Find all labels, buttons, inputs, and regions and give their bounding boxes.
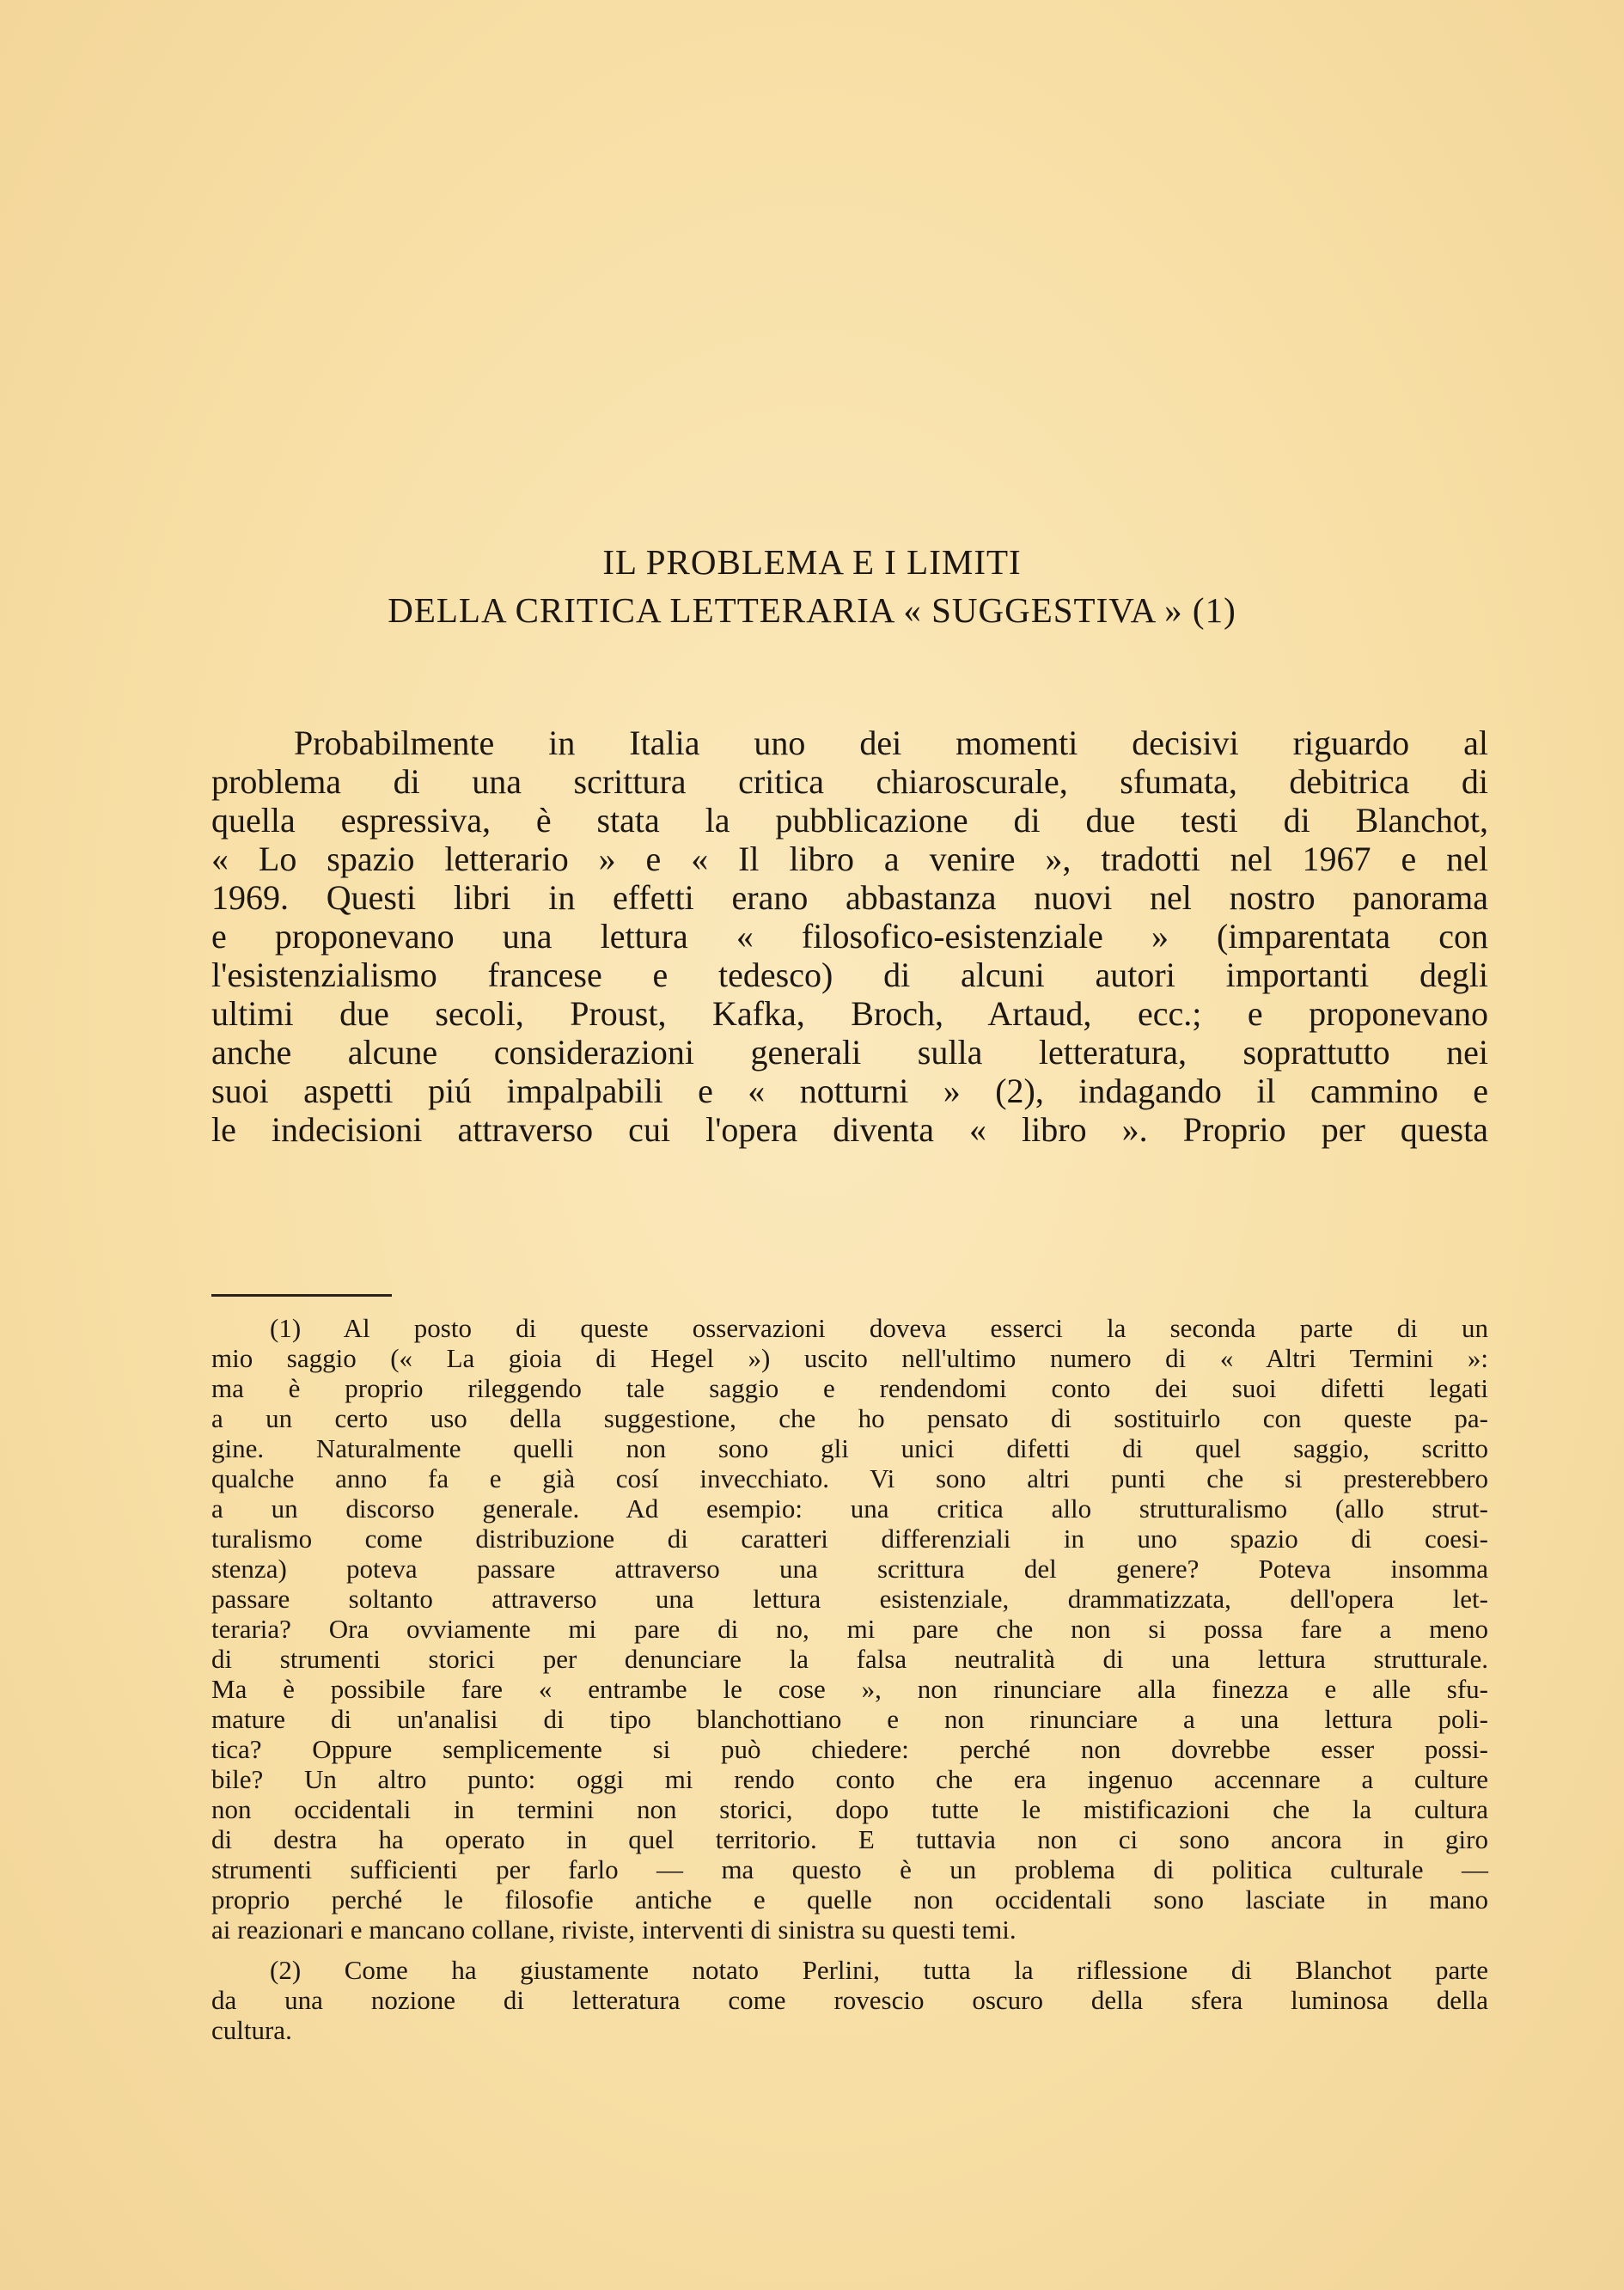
footnote-line: mature di un'analisi di tipo blanchottiano e non rinunciare a una lettura poli- — [211, 1704, 1488, 1734]
footnote-2 — [211, 1955, 1488, 2045]
footnote-line: Ma è possibile fare « entrambe le cose », non rinunciare alla finezza e alle sfu- — [211, 1674, 1488, 1704]
footnote-1 — [211, 1313, 1488, 1945]
footnote-line: turalismo come distribuzione di caratteri differenziali in uno spazio di coesi- — [211, 1524, 1488, 1554]
footnote-line: strumenti sufficienti per farlo — ma questo è un problema di politica culturale — — [211, 1854, 1488, 1884]
body-line: Probabilmente in Italia uno dei momenti decisivi riguardo al — [294, 724, 1488, 762]
footnote-line: di strumenti storici per denunciare la falsa neutralità di una lettura strutturale. — [211, 1644, 1488, 1674]
footnote-line: da una nozione di letteratura come rovescio oscuro della sfera luminosa della — [211, 1985, 1488, 2015]
body-line: le indecisioni attraverso cui l'opera diventa « libro ». Proprio per questa — [211, 1110, 1488, 1149]
footnote-line: gine. Naturalmente quelli non sono gli unici difetti di quel saggio, scritto — [211, 1433, 1488, 1463]
footnote-line: (2) Come ha giustamente notato Perlini, tutta la riflessione di Blanchot parte — [270, 1955, 1488, 1985]
footnote-line: teraria? Ora ovviamente mi pare di no, mi pare che non si possa fare a meno — [211, 1614, 1488, 1644]
body-line: ultimi due secoli, Proust, Kafka, Broch, Artaud, ecc.; e proponevano — [211, 994, 1488, 1033]
body-line: quella espressiva, è stata la pubblicazione di due testi di Blanchot, — [211, 801, 1488, 840]
footnote-line: ma è proprio rileggendo tale saggio e rendendomi conto dei suoi difetti legati — [211, 1373, 1488, 1403]
body-line: problema di una scrittura critica chiaroscurale, sfumata, debitrica di — [211, 762, 1488, 801]
body-line: l'esistenzialismo francese e tedesco) di alcuni autori importanti degli — [211, 956, 1488, 994]
footnote-line: a un certo uso della suggestione, che ho pensato di sostituirlo con queste pa- — [211, 1403, 1488, 1433]
footnote-line: cultura. — [211, 2015, 292, 2045]
footnote-line: non occidentali in termini non storici, dopo tutte le mistificazioni che la cultura — [211, 1794, 1488, 1824]
footnote-spacer — [211, 1945, 1488, 1955]
body-line: suoi aspetti piú impalpabili e « notturni » (2), indagando il cammino e — [211, 1072, 1488, 1110]
footnote-divider — [211, 1294, 392, 1297]
footnote-line: a un discorso generale. Ad esempio: una critica allo strutturalismo (allo strut- — [211, 1493, 1488, 1524]
footnote-line: proprio perché le filosofie antiche e quelle non occidentali sono lasciate in mano — [211, 1884, 1488, 1914]
footnotes — [211, 1313, 1488, 2045]
footnote-line: qualche anno fa e già cosí invecchiato. Vi sono altri punti che si presterebbero — [211, 1463, 1488, 1493]
body-line: e proponevano una lettura « filosofico-esistenziale » (imparentata con — [211, 917, 1488, 956]
footnote-line: tica? Oppure semplicemente si può chiedere: perché non dovrebbe esser possi- — [211, 1734, 1488, 1764]
footnote-line: stenza) poteva passare attraverso una scrittura del genere? Poteva insomma — [211, 1554, 1488, 1584]
footnote-line: mio saggio (« La gioia di Hegel ») uscito nell'ultimo numero di « Altri Termini »: — [211, 1343, 1488, 1373]
footnote-line: di destra ha operato in quel territorio. E tuttavia non ci sono ancora in giro — [211, 1824, 1488, 1854]
title-line-1: IL PROBLEMA E I LIMITI — [602, 542, 1022, 582]
footnote-line: passare soltanto attraverso una lettura esistenziale, drammatizzata, dell'opera let- — [211, 1584, 1488, 1614]
footnote-line: (1) Al posto di queste osservazioni doveva esserci la seconda parte di un — [270, 1313, 1488, 1343]
footnote-line: bile? Un altro punto: oggi mi rendo conto che era ingenuo accennare a culture — [211, 1764, 1488, 1794]
body-line: anche alcune considerazioni generali sulla letteratura, soprattutto nei — [211, 1033, 1488, 1072]
body-line: « Lo spazio letterario » e « Il libro a venire », tradotti nel 1967 e nel — [211, 840, 1488, 878]
title-line-2: DELLA CRITICA LETTERARIA « SUGGESTIVA » (1) — [388, 590, 1236, 630]
body-line: 1969. Questi libri in effetti erano abbastanza nuovi nel nostro panorama — [211, 878, 1488, 917]
footnote-line: ai reazionari e mancano collane, riviste, interventi di sinistra su questi temi. — [211, 1914, 1017, 1945]
body-paragraph — [211, 724, 1488, 1149]
